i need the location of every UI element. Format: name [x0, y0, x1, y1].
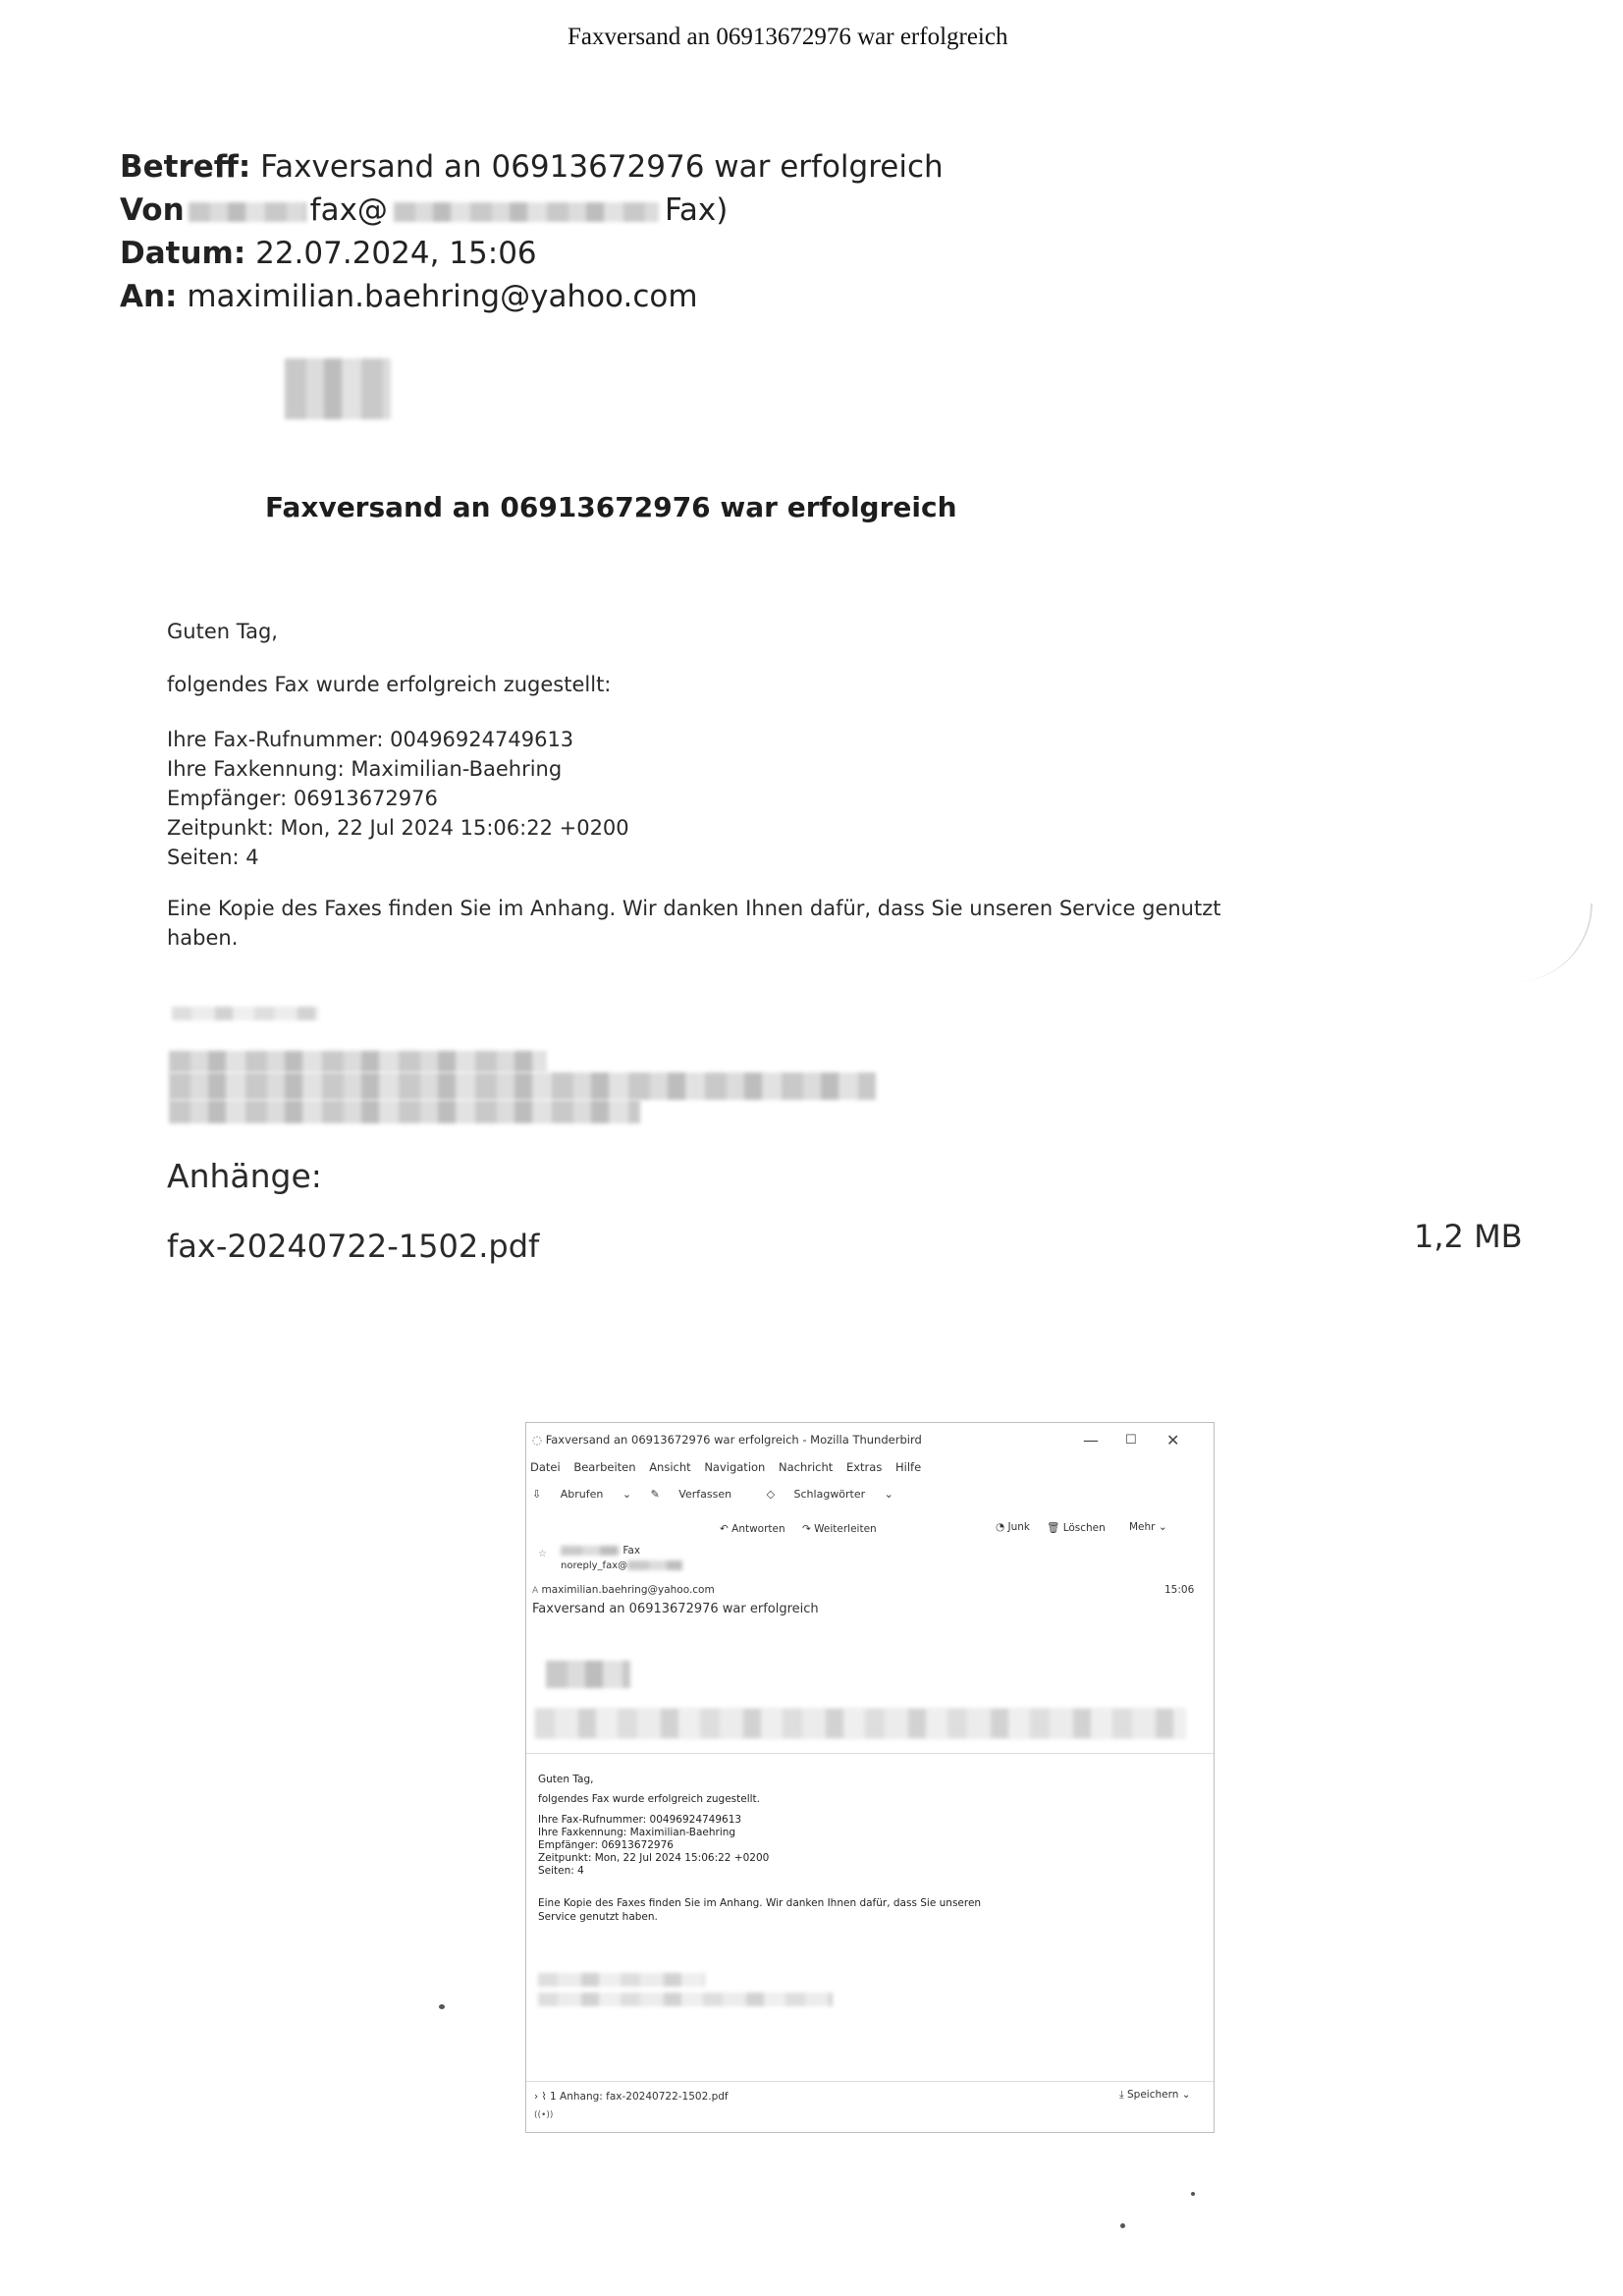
forward-button[interactable]: ↷ Weiterleiten: [802, 1523, 877, 1535]
attachments-title: Anhänge:: [167, 1157, 322, 1195]
tag-icon: ◇: [766, 1488, 776, 1501]
mini-closing: [538, 1896, 981, 1924]
subject-value: Faxversand an 06913672976 war erfolgreich: [260, 149, 944, 185]
minimize-icon[interactable]: —: [1083, 1431, 1099, 1449]
redacted-logo: [546, 1661, 630, 1688]
divider: [526, 1753, 1214, 1754]
menu-item[interactable]: Bearbeiten: [573, 1460, 636, 1474]
scan-speck: [1191, 2192, 1195, 2196]
more-button[interactable]: Mehr ⌄: [1129, 1521, 1167, 1533]
mini-details: [538, 1814, 769, 1878]
mini-closing-line: Eine Kopie des Faxes finden Sie im Anhang. Wir danken Ihnen dafür, dass Sie unseren: [538, 1897, 982, 1909]
mini-detail-line: Empfänger: 06913672976: [538, 1839, 674, 1851]
closing-line: haben.: [167, 926, 239, 950]
reply-button[interactable]: ↶ Antworten: [720, 1523, 785, 1535]
date-value: 22.07.2024, 15:06: [255, 236, 537, 271]
recipient-line: A maximilian.baehring@yahoo.com: [532, 1584, 715, 1596]
write-button[interactable]: ✎ Verfassen: [650, 1488, 732, 1501]
detail-line: Zeitpunkt: Mon, 22 Jul 2024 15:06:22 +0200: [167, 816, 629, 840]
thunderbird-icon: ◌: [532, 1433, 543, 1447]
window-title: Faxversand an 06913672976 war erfolgreich - Mozilla Thunderbird: [545, 1433, 922, 1447]
detail-line: Empfänger: 06913672976: [167, 787, 438, 810]
scan-artifact: [1512, 903, 1593, 982]
junk-button[interactable]: ◔ Junk: [996, 1521, 1030, 1533]
trash-icon: 🗑: [1047, 1522, 1060, 1534]
date-line: [120, 232, 537, 275]
menu-item[interactable]: Ansicht: [649, 1460, 691, 1474]
redacted-sender: [189, 202, 306, 222]
message-heading: Faxversand an 06913672976 war erfolgreich: [265, 491, 957, 523]
intro-text: folgendes Fax wurde erfolgreich zugestellt:: [167, 673, 612, 696]
pencil-icon: ✎: [650, 1488, 660, 1501]
to-value: maximilian.baehring@yahoo.com: [187, 279, 698, 314]
menu-item[interactable]: Nachricht: [779, 1460, 834, 1474]
detail-line: Ihre Faxkennung: Maximilian-Baehring: [167, 757, 563, 781]
mini-detail-line: Zeitpunkt: Mon, 22 Jul 2024 15:06:22 +0200: [538, 1852, 770, 1864]
window-title-bar: [532, 1433, 922, 1447]
redacted-signature: [538, 1993, 833, 2006]
download-icon: ⇩: [532, 1488, 542, 1501]
status-icon: ((•)): [534, 2110, 554, 2120]
redacted-domain: [394, 202, 659, 222]
mini-detail-line: Ihre Fax-Rufnummer: 00496924749613: [538, 1814, 742, 1826]
from-label: Von: [120, 192, 185, 228]
date-label: Datum:: [120, 236, 246, 271]
details-block: [167, 725, 629, 872]
attachment-file-name[interactable]: fax-20240722-1502.pdf: [167, 1228, 540, 1265]
from-fragment: fax@: [309, 192, 388, 228]
chevron-right-icon[interactable]: ›: [534, 2091, 539, 2103]
divider: [526, 2081, 1214, 2082]
star-icon[interactable]: ☆: [538, 1549, 547, 1559]
attachment-bar[interactable]: [534, 2091, 729, 2103]
redacted-logo: [285, 358, 391, 419]
save-button[interactable]: ⤓ Speichern ⌄: [1119, 2089, 1191, 2101]
mini-intro: folgendes Fax wurde erfolgreich zugestellt.: [538, 1793, 760, 1805]
thunderbird-screenshot: [525, 1422, 1215, 2133]
from-line: [120, 189, 728, 232]
mini-detail-line: Ihre Faxkennung: Maximilian-Baehring: [538, 1827, 736, 1838]
page-title: Faxversand an 06913672976 war erfolgreich: [568, 24, 1008, 50]
mini-detail-line: Seiten: 4: [538, 1865, 584, 1877]
tags-button[interactable]: ◇ Schlagwörter ⌄: [766, 1488, 893, 1501]
toolbar: [532, 1488, 909, 1501]
detail-line: Ihre Fax-Rufnummer: 00496924749613: [167, 728, 574, 751]
message-subject: Faxversand an 06913672976 war erfolgreich: [532, 1602, 819, 1616]
to-line: [120, 275, 698, 318]
get-messages-button[interactable]: ⇩ Abrufen ⌄: [532, 1488, 632, 1501]
recipient[interactable]: maximilian.baehring@yahoo.com: [541, 1584, 715, 1596]
menu-item[interactable]: Extras: [845, 1460, 883, 1474]
redacted-sender-name: [561, 1546, 620, 1556]
menu-item[interactable]: Navigation: [704, 1460, 766, 1474]
mini-closing-line: Service genutzt haben.: [538, 1911, 658, 1923]
close-icon[interactable]: ✕: [1166, 1431, 1180, 1449]
closing-text: [167, 894, 1220, 953]
redacted-signature-line: [169, 1072, 876, 1100]
redacted-sender-domain: [627, 1560, 682, 1570]
delete-button[interactable]: 🗑 Löschen: [1047, 1522, 1106, 1534]
redacted-signature-line: [169, 1100, 640, 1123]
redacted-heading-bar: [534, 1708, 1186, 1739]
scan-speck: [1120, 2223, 1125, 2228]
from-suffix: Fax): [664, 192, 729, 228]
detail-line: Seiten: 4: [167, 846, 259, 869]
closing-line: Eine Kopie des Faxes finden Sie im Anhang. Wir danken Ihnen dafür, dass Sie unseren Service genutzt: [167, 897, 1221, 920]
sender-name[interactable]: Fax: [622, 1545, 641, 1557]
subject-label: Betreff:: [120, 149, 251, 185]
menu-item[interactable]: Hilfe: [894, 1460, 922, 1474]
sender-email-line: [561, 1560, 682, 1571]
sender-email[interactable]: noreply_fax@: [561, 1560, 628, 1571]
maximize-icon[interactable]: ☐: [1125, 1433, 1137, 1448]
sender-name-line: [561, 1545, 640, 1557]
scan-speck: [439, 2004, 445, 2009]
attachment-file-size: 1,2 MB: [1414, 1218, 1523, 1255]
menu-item[interactable]: Datei: [530, 1460, 561, 1474]
paperclip-icon: ⌇: [541, 2091, 547, 2103]
attachment-bar-label: 1 Anhang: fax-20240722-1502.pdf: [550, 2091, 729, 2103]
to-label: An:: [120, 279, 178, 314]
redacted-signature: [538, 1973, 705, 1987]
redacted-signature-line: [169, 1051, 547, 1072]
menu-bar: [530, 1460, 931, 1474]
message-time: 15:06: [1164, 1584, 1195, 1596]
redacted-signature-label: [172, 1007, 319, 1020]
subject-line: [120, 145, 944, 189]
mini-greeting: Guten Tag,: [538, 1774, 594, 1785]
greeting: Guten Tag,: [167, 620, 278, 643]
